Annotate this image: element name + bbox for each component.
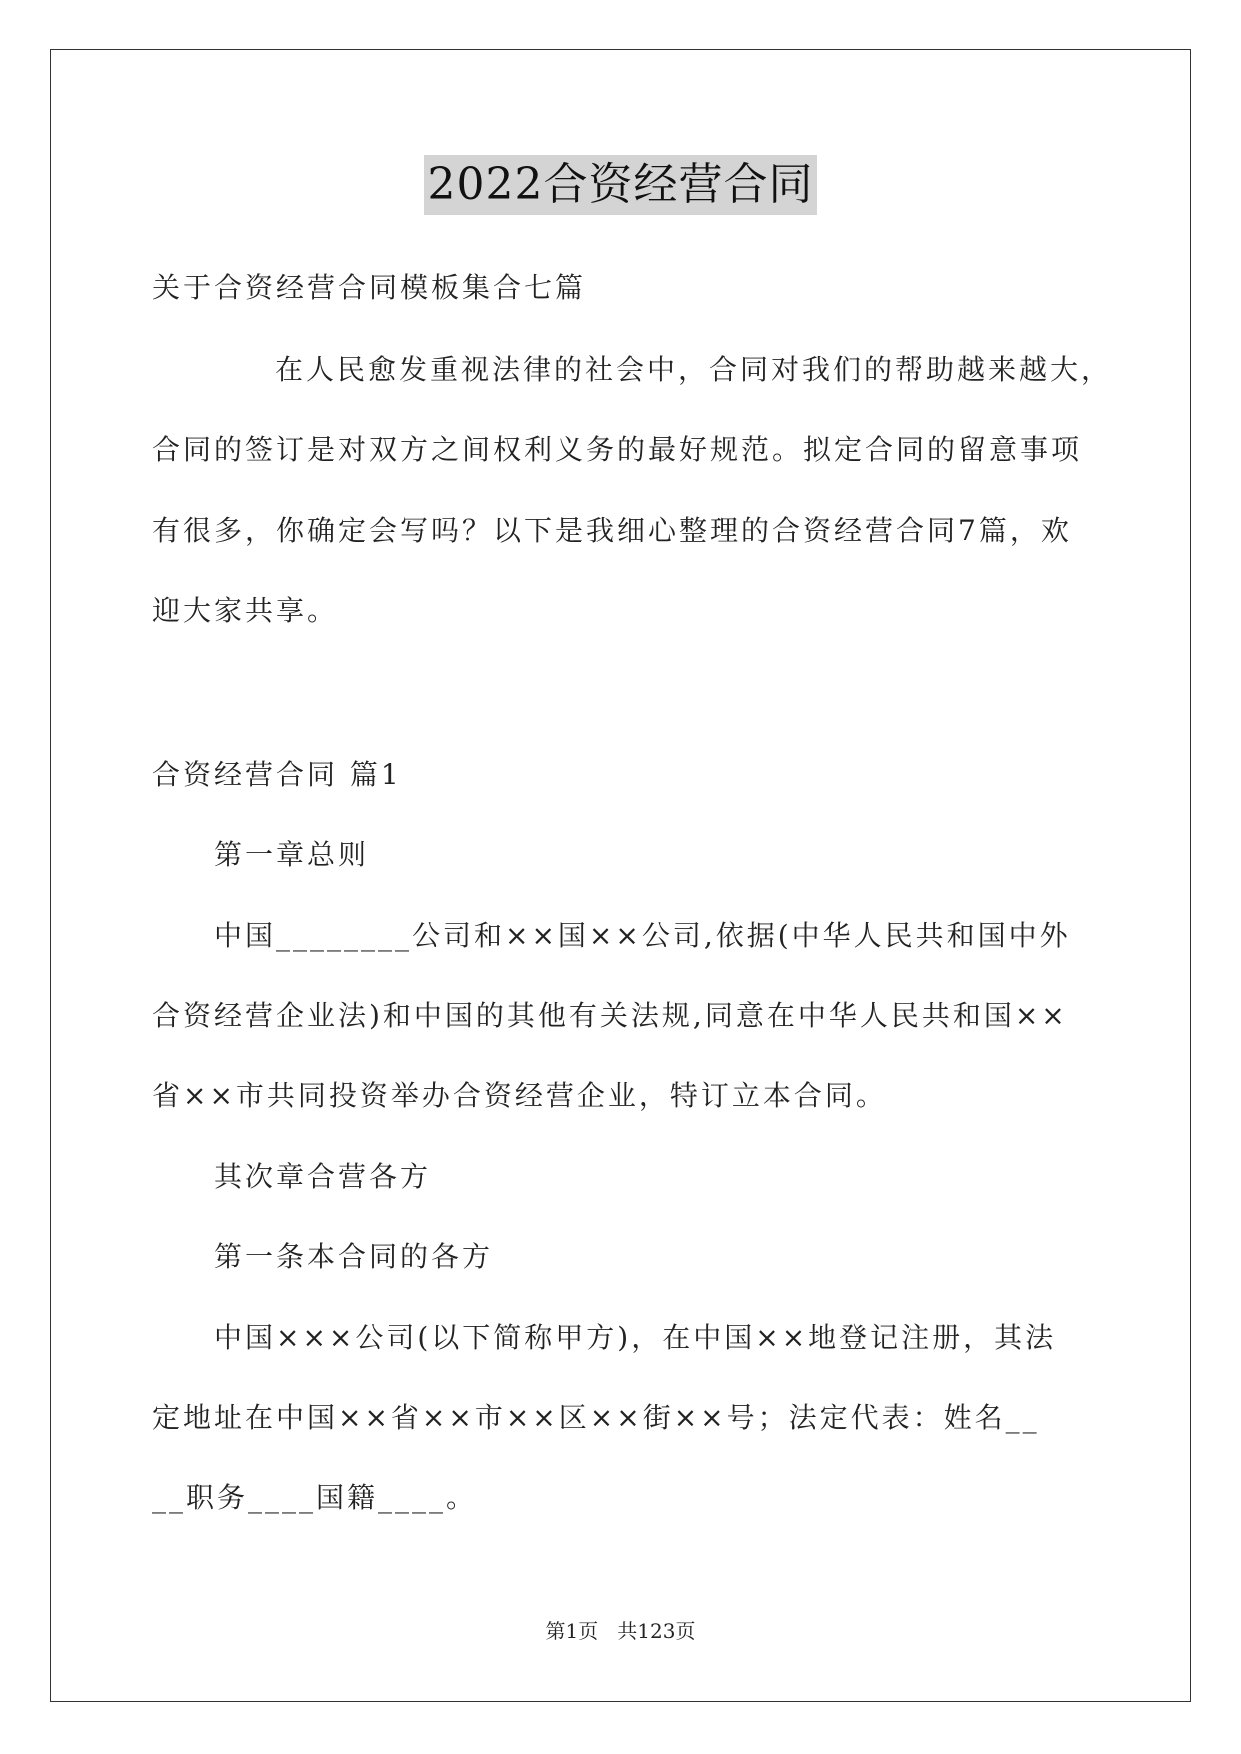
paragraph-line: 中国________公司和××国××公司,依据(中华人民共和国中外 xyxy=(214,919,1071,952)
chapter-heading-2: 其次章合营各方 xyxy=(214,1160,432,1193)
intro-line-3: 有很多，你确定会写吗？以下是我细心整理的合资经营合同7篇，欢 xyxy=(152,514,1072,547)
section-heading: 合资经营合同 篇1 xyxy=(152,758,402,791)
paragraph-line: 定地址在中国××省××市××区××街××号；法定代表：姓名__ xyxy=(152,1401,1040,1434)
chapter-heading-1: 第一章总则 xyxy=(214,838,370,871)
paragraph-line: 中国×××公司(以下简称甲方)，在中国××地登记注册，其法 xyxy=(214,1321,1057,1354)
document-subtitle: 关于合资经营合同模板集合七篇 xyxy=(152,271,587,304)
intro-line-1: 在人民愈发重视法律的社会中，合同对我们的帮助越来越大， xyxy=(275,353,1113,386)
page-footer: 第1页 共123页 xyxy=(545,1619,696,1643)
paragraph-line: 合资经营企业法)和中国的其他有关法规,同意在中华人民共和国×× xyxy=(152,999,1068,1032)
intro-line-2: 合同的签订是对双方之间权利义务的最好规范。拟定合同的留意事项 xyxy=(152,433,1083,466)
paragraph-line: 省××市共同投资举办合资经营企业，特订立本合同。 xyxy=(152,1079,887,1112)
title-wrap xyxy=(0,155,1241,215)
intro-line-4: 迎大家共享。 xyxy=(152,594,339,627)
paragraph-line: __职务____国籍____。 xyxy=(152,1481,478,1514)
document-title: 2022合资经营合同 xyxy=(424,155,818,215)
article-heading: 第一条本合同的各方 xyxy=(214,1240,494,1273)
